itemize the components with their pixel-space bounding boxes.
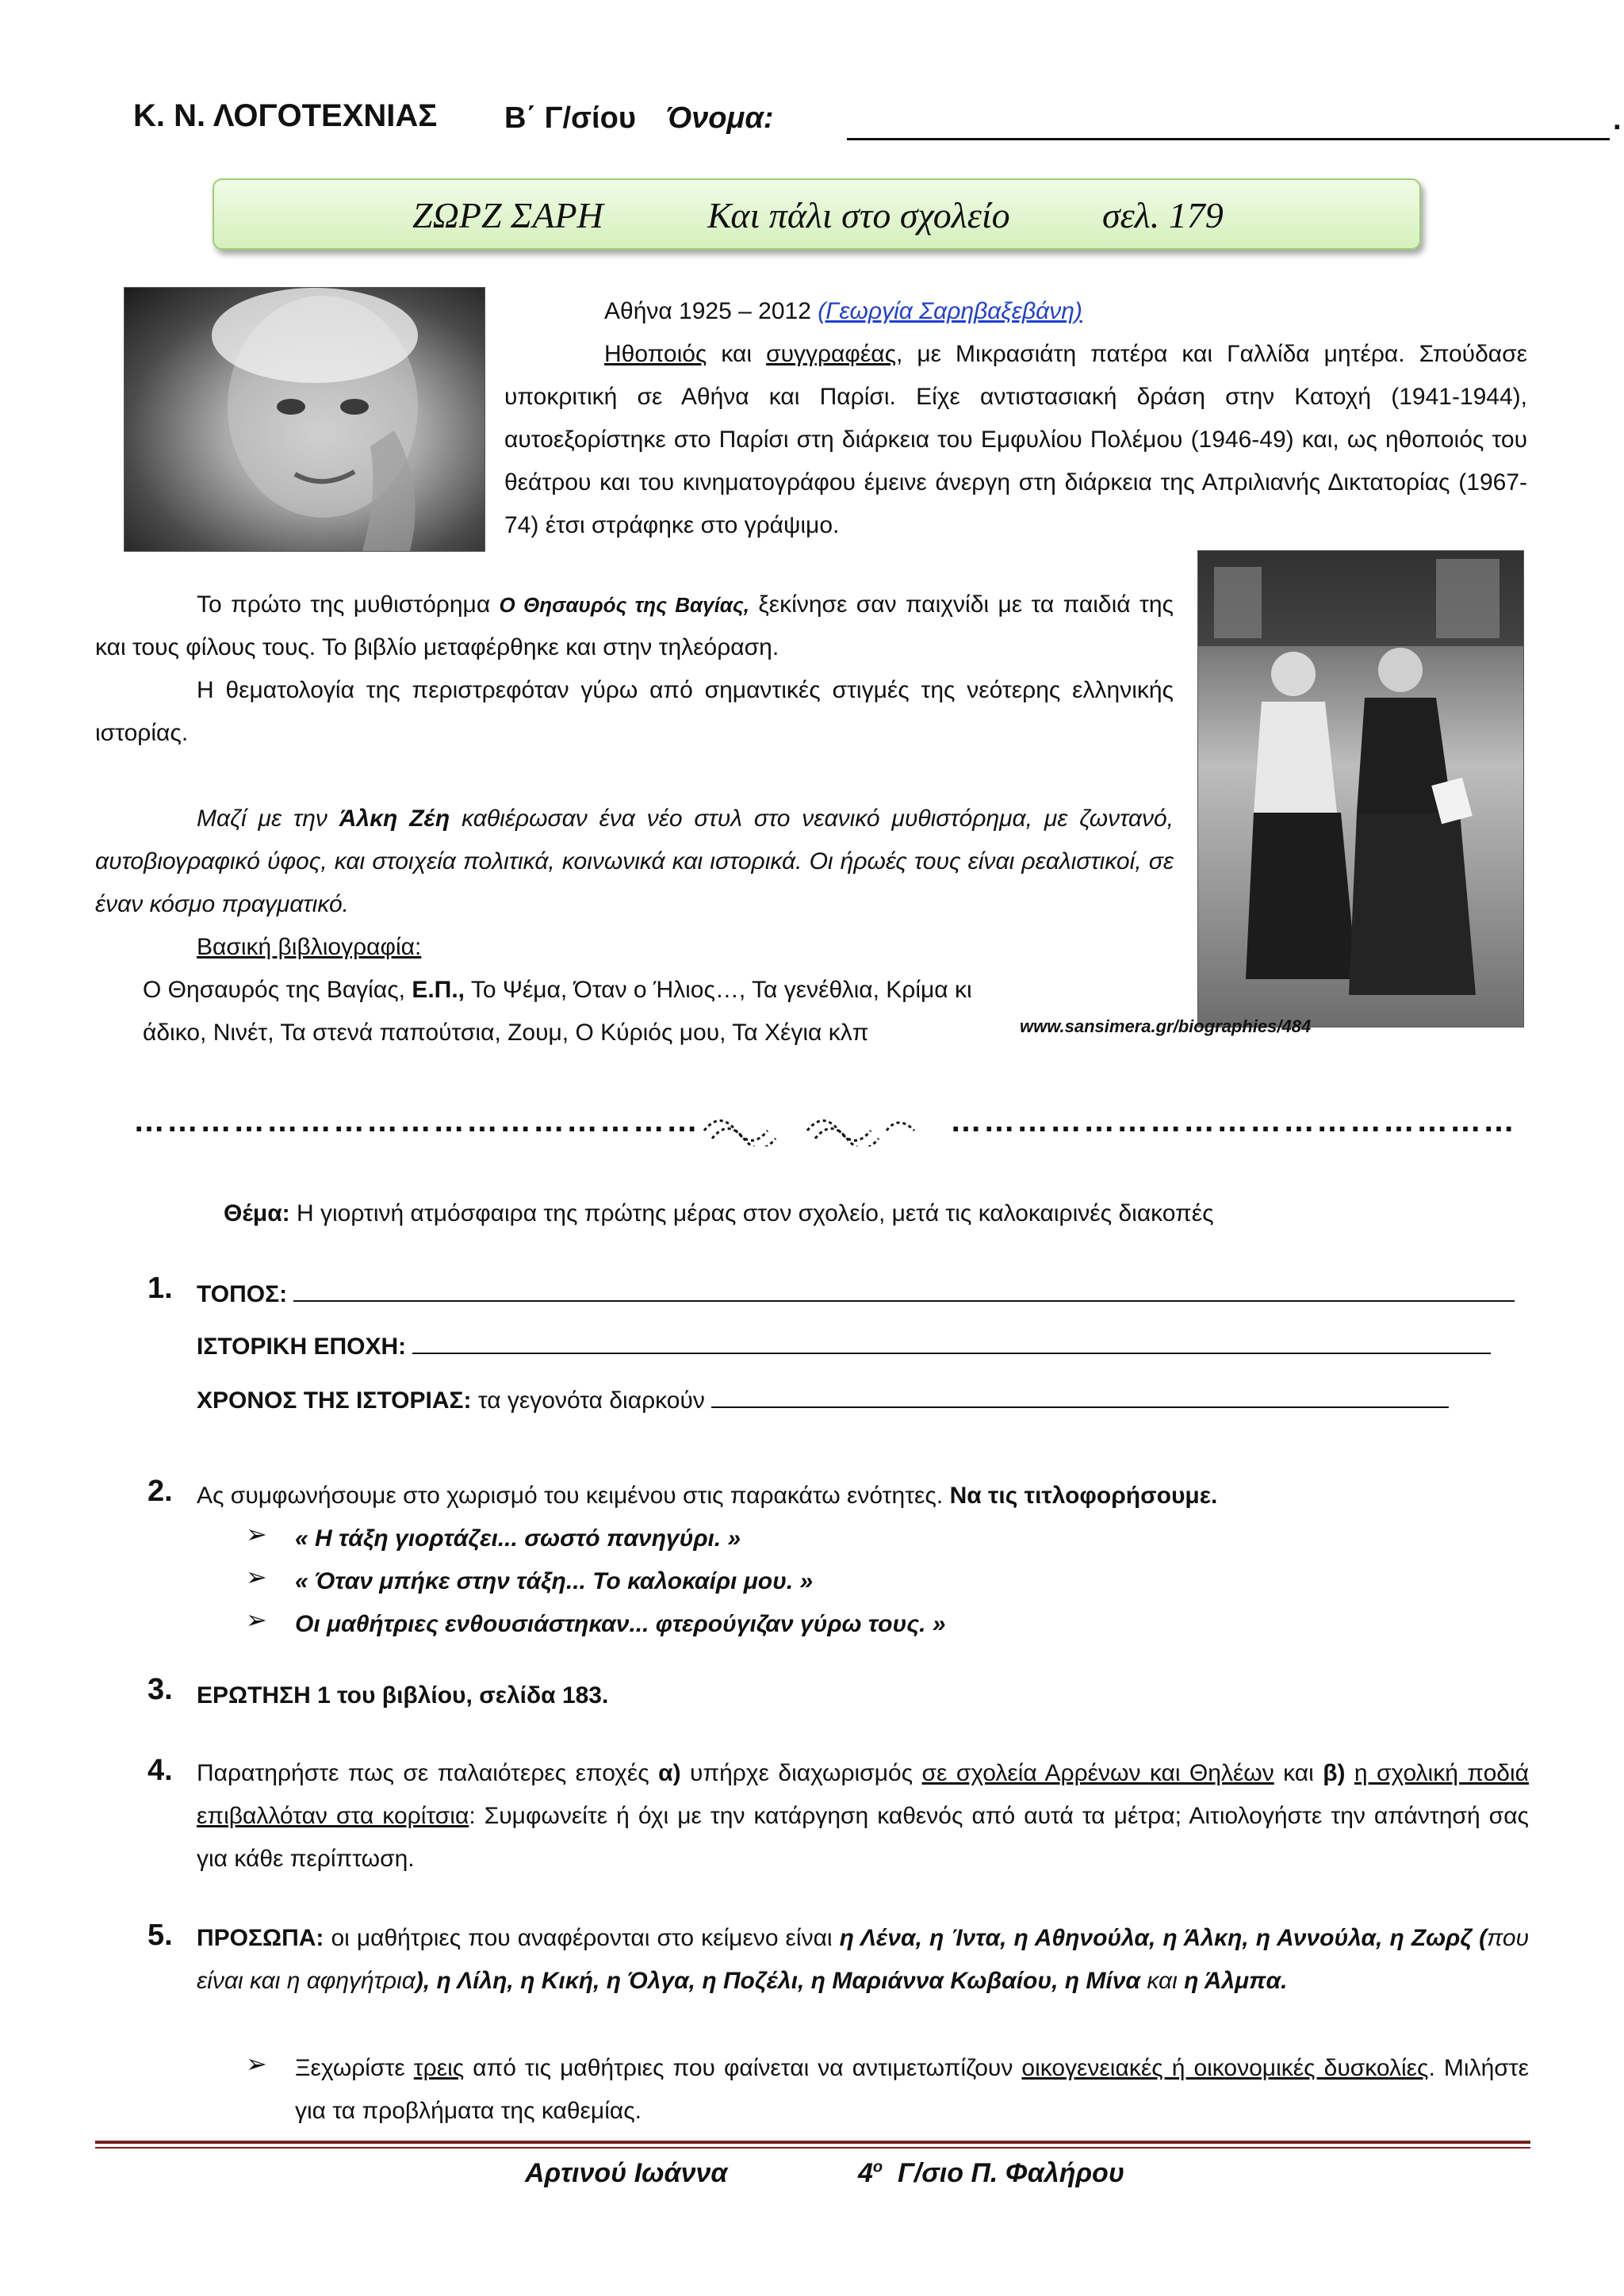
q2-text-row xyxy=(197,1475,1529,1517)
two-women-photo xyxy=(1197,550,1524,1027)
q2-number: 2. xyxy=(147,1475,173,1508)
bio-fullname-link[interactable]: (Γεωργία Σαρηβαξεβάνη) xyxy=(818,298,1082,324)
page-header xyxy=(133,98,1622,143)
q1-era-row xyxy=(197,1326,1529,1368)
author-portrait-photo xyxy=(124,287,485,552)
biblio-2: Το Ψέμα, Όταν ο Ήλιος…, Τα γενέθλια, Κρίμα κι xyxy=(470,977,972,1003)
banner-page: σελ. 179 xyxy=(1102,195,1224,235)
q5-label: ΠΡΟΣΩΠΑ: xyxy=(197,1925,324,1951)
q2-item-2: « Όταν μπήκε στην τάξη... Το καλοκαίρι μου. » xyxy=(295,1568,814,1594)
q4-a: α) xyxy=(658,1760,681,1786)
spacer xyxy=(95,755,1174,798)
theme-label: Θέμα: xyxy=(224,1200,290,1226)
q2-text: Ας συμφωνήσουμε στο χωρισμό του κειμένου στις παρακάτω ενότητες. xyxy=(197,1483,944,1509)
body-text xyxy=(95,584,1174,1054)
theme-text: Η γιορτινή ατμόσφαιρα της πρώτης μέρας στον σχολείο, μετά τις καλοκαιρινές διακοπές xyxy=(297,1200,1214,1226)
p1-start: Το πρώτο της μυθιστόρημα xyxy=(197,591,491,618)
q4-text xyxy=(197,1752,1529,1881)
name-blank-line[interactable] xyxy=(847,138,1610,140)
p3-end: καθιέρωσαν ένα νέο στυλ στο νεανικό μυθιστόρημα, με ζωντανό, αυτοβιογραφικό ύφος, και στοιχεία πολιτικά, κοινωνικά και ιστορικά. Οι ήρωές τους είναι ρεαλιστικοί, σε έναν κόσμο πραγματικό. xyxy=(95,806,1174,917)
q1-place-row xyxy=(197,1273,1529,1316)
q1-place-label: ΤΟΠΟΣ: xyxy=(197,1281,288,1307)
biblio-1: Ο Θησαυρός της Βαγίας, xyxy=(143,977,405,1003)
class-label: Β΄ Γ/σίου xyxy=(504,101,636,135)
q4-t3: και xyxy=(1283,1760,1314,1786)
q5-names-2: ), η Λίλη, η Κική, η Όλγα, η Ποζέλι, η Μαριάννα Κωβαίου, η Μίνα xyxy=(415,1968,1141,1994)
biblio-label: Βασική βιβλιογραφία: xyxy=(197,934,422,960)
p1-end: ξεκίνησε σαν παιχνίδι με τα παιδιά της και τους φίλους τους. Το βιβλίο μεταφέρθηκε και στην τηλεόραση. xyxy=(95,591,1174,660)
q2-item-3: Οι μαθήτριες ενθουσιάστηκαν... φτερούγιζαν γύρω τους. » xyxy=(295,1611,946,1637)
q1-number: 1. xyxy=(147,1272,173,1305)
q5-names-1: η Λένα, η Ίντα, η Αθηνούλα, η Άλκη, η Αννούλα, η Ζωρζ ( xyxy=(839,1925,1488,1951)
arrow-bullet-icon: ➢ xyxy=(246,1605,267,1634)
q5-number: 5. xyxy=(147,1919,173,1952)
q4-t4: : Συμφωνείτε ή όχι με την κατάργηση καθενός από αυτά τα μέτρα; Αιτιολογήστε την απάντησή σας για κάθε περίπτωση. xyxy=(197,1803,1529,1872)
footer-school xyxy=(858,2158,1124,2189)
q5-t2: και xyxy=(1147,1968,1178,1994)
subject-label: Κ. Ν. ΛΟΓΟΤΕΧΝΙΑΣ xyxy=(133,98,438,133)
biblio-3: άδικο, Νινέτ, Τα στενά παπούτσια, Ζουμ, Ο Κύριός μου, Τα Χέγια κλπ xyxy=(143,1020,869,1046)
arrow-bullet-icon: ➢ xyxy=(246,1520,267,1548)
bio-rest: , με Μικρασιάτη πατέρα και Γαλλίδα μητέρα. Σπούδασε υποκριτική σε Αθήνα και Παρίσι. Είχε αντιστασιακή δράση στην Κατοχή (1941-1944), αυτοεξορίστηκε στο Παρίσι στη διάρκεια του Εμφυλίου Πολέμου (1946-49) και, ως ηθοποιός του θεάτρου και του κινηματογράφου έμεινε άνεργη στη διάρκεια της Απριλιανής Δικτατορίας (1967-74) έτσι στράφηκε στο γράψιμο. xyxy=(504,341,1527,538)
q5-note: που είναι και η αφηγήτρια xyxy=(197,1925,1529,1994)
p3-start: Μαζί με την xyxy=(197,806,327,832)
q5-sub-u2: οικογενειακές ή οικονομικές δυσκολίες xyxy=(1021,2055,1429,2081)
q5-sub-t1: Ξεχωρίστε xyxy=(295,2055,405,2081)
bio-dates: Αθήνα 1925 – 2012 xyxy=(604,298,811,324)
footer-rule-thin xyxy=(95,2147,1530,2149)
q5-t1: οι μαθήτριες που αναφέρονται στο κείμενο είναι xyxy=(331,1925,833,1951)
bio-and: και xyxy=(721,341,753,367)
footer-school-num: 4 xyxy=(858,2158,873,2188)
bio-writer: συγγραφέας xyxy=(766,341,897,367)
biblio-ep: Ε.Π., xyxy=(412,977,465,1003)
q1-time-blank[interactable] xyxy=(711,1380,1449,1408)
source-url[interactable]: www.sansimera.gr/biographies/484 xyxy=(1020,1016,1312,1036)
footer-rule-thick xyxy=(95,2141,1530,2144)
photo-figures xyxy=(1198,551,1523,1027)
q5-sub-t3: . Μιλήστε για τα προβλήματα της καθεμίας. xyxy=(295,2055,1529,2124)
divider-dots-left: …………………………………………… xyxy=(133,1104,699,1138)
q4-t1: Παρατηρήστε πως σε παλαιότερες εποχές xyxy=(197,1760,649,1786)
q4-u1: σε σχολεία Αρρένων και Θηλέων xyxy=(921,1760,1274,1786)
footer-teacher: Αρτινού Ιωάννα xyxy=(525,2158,728,2188)
divider-dots-right: …………………………………………… xyxy=(950,1104,1516,1138)
section-divider xyxy=(133,1104,1516,1151)
bio-actor: Ηθοποιός xyxy=(604,341,707,367)
footer-school-sup: ο xyxy=(872,2158,883,2176)
q1-time-label: ΧΡΟΝΟΣ ΤΗΣ ΙΣΤΟΡΙΑΣ: xyxy=(197,1387,472,1414)
q2-bold: Να τις τιτλοφορήσουμε. xyxy=(949,1483,1218,1509)
p2: Η θεματολογία της περιστρεφόταν γύρω από σημαντικές στιγμές της νεότερης ελληνικής ιστορίας. xyxy=(95,677,1174,746)
arrow-bullet-icon: ➢ xyxy=(246,2049,267,2078)
p1-book-title: Ο Θησαυρός της Βαγίας, xyxy=(499,593,749,617)
q3-text: ΕΡΩΤΗΣΗ 1 του βιβλίου, σελίδα 183. xyxy=(197,1682,609,1709)
q5-names-3: η Άλμπα. xyxy=(1184,1968,1288,1994)
q1-place-blank[interactable] xyxy=(293,1273,1515,1302)
page-footer xyxy=(95,2155,1530,2195)
author-bio xyxy=(504,290,1527,547)
q2-item-1: « Η τάξη γιορτάζει... σωστό πανηγύρι. » xyxy=(295,1525,741,1552)
q4-b: β) xyxy=(1323,1760,1346,1786)
footer-school-name: Γ/σιο Π. Φαλήρου xyxy=(898,2158,1124,2188)
q1-time-text: τα γεγονότα διαρκούν xyxy=(477,1387,705,1414)
q5-sub-u1: τρεις xyxy=(413,2055,465,2081)
banner-author: ΖΩΡΖ ΣΑΡΗ xyxy=(412,195,603,235)
portrait-silhouette xyxy=(124,288,485,551)
title-banner xyxy=(213,178,1421,250)
p3-name: Άλκη Ζέη xyxy=(339,806,450,832)
q1-era-blank[interactable] xyxy=(412,1326,1491,1354)
arrow-bullet-icon: ➢ xyxy=(246,1563,267,1591)
q5-sub-t2: από τις μαθήτριες που φαίνεται να αντιμετωπίζουν xyxy=(473,2055,1013,2081)
q4-t2: υπήρχε διαχωρισμός xyxy=(690,1760,914,1786)
q3-number: 3. xyxy=(147,1673,173,1706)
q4-u2: η σχολική ποδιά επιβαλλόταν στα κορίτσια xyxy=(197,1760,1529,1829)
q1-era-label: ΙΣΤΟΡΙΚΗ ΕΠΟΧΗ: xyxy=(197,1334,407,1360)
theme-line xyxy=(224,1192,1524,1235)
header-end: . xyxy=(1613,103,1622,136)
banner-title: Και πάλι στο σχολείο xyxy=(707,195,1010,235)
q4-number: 4. xyxy=(147,1754,173,1787)
q5-text xyxy=(197,1917,1529,2003)
name-label: Όνομα: xyxy=(666,101,774,135)
ornament-icon xyxy=(696,1107,926,1146)
q1-time-row xyxy=(197,1380,1529,1422)
q5-sub xyxy=(295,2047,1529,2133)
